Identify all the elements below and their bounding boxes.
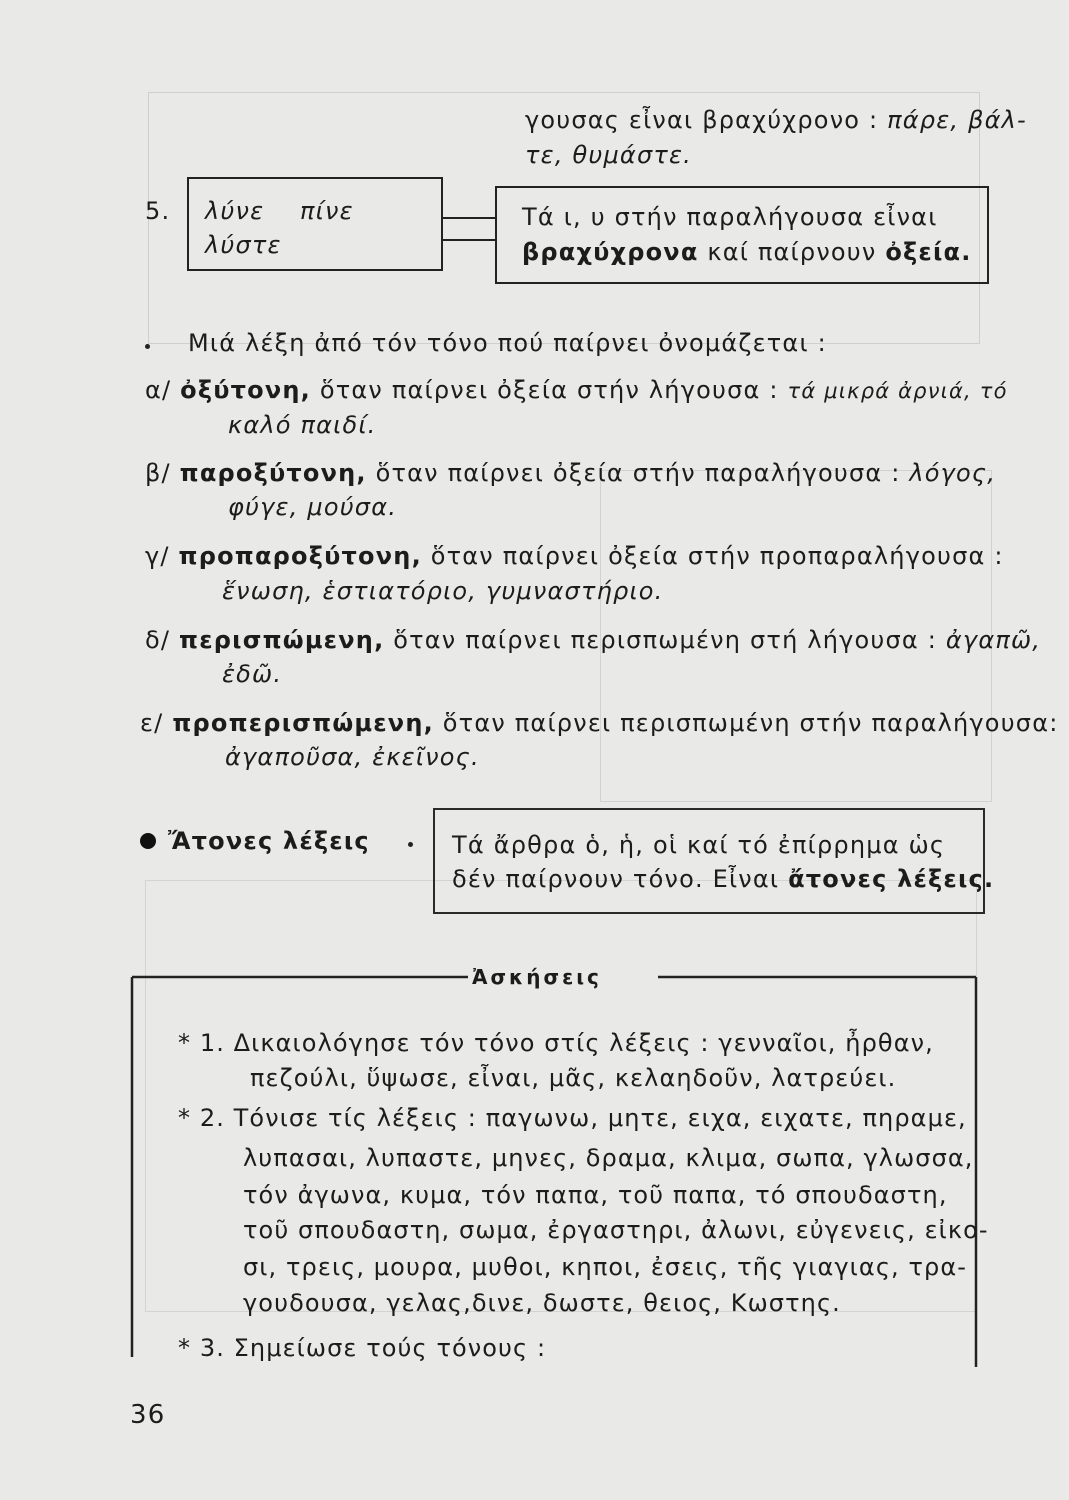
- definition-marker: ε/: [140, 709, 164, 737]
- definition-text: ὅταν παίρνει ὀξεία στήν λήγουσα :: [319, 376, 779, 404]
- rule5-mid-text: καί παίρνουν: [707, 238, 877, 266]
- atones-line-2: [452, 864, 994, 895]
- continuation-line-2: τε, θυμάστε.: [525, 141, 693, 169]
- definition-c: [145, 541, 1004, 572]
- exercises-title: Ἀσκήσεις: [472, 965, 602, 989]
- definition-marker: δ/: [145, 626, 171, 654]
- exercise-line: τοῦ σπουδαστη, σωμα, ἐργαστηρι, ἀλωνι, εὐγενεις, εἰκο-: [243, 1216, 989, 1244]
- exercise-line: * 3. Σημείωσε τούς τόνους :: [178, 1334, 547, 1362]
- continuation-examples: πάρε, βάλ-: [887, 106, 1027, 134]
- definition-term: παροξύτονη,: [179, 459, 367, 487]
- definition-d: [145, 625, 1041, 656]
- atones-heading: Ἄτονες λέξεις: [168, 827, 370, 855]
- continuation-text: γουσας εἶναι βραχύχρονο :: [525, 106, 879, 134]
- definition-d-examples-cont: ἐδῶ.: [222, 660, 283, 688]
- exercise-line: τόν ἀγωνα, κυμα, τόν παπα, τοῦ παπα, τό σπουδαστη,: [243, 1181, 948, 1209]
- rule5-bold-term: βραχύχρονα: [522, 238, 699, 266]
- atones-bullet-icon: [140, 833, 156, 849]
- definition-a-examples-cont: καλό παιδί.: [228, 411, 377, 439]
- definition-c-examples: ἕνωση, ἑστιατόριο, γυμναστήριο.: [222, 577, 664, 605]
- rule-number: 5.: [145, 197, 171, 225]
- rule5-end-term: ὀξεία.: [885, 238, 972, 266]
- atones-line-1: Τά ἄρθρα ὁ, ἡ, οἱ καί τό ἐπίρρημα ὡς: [452, 831, 946, 859]
- definition-marker: α/: [145, 376, 172, 404]
- definition-term: περισπώμενη,: [179, 626, 385, 654]
- definition-term: ὀξύτονη,: [180, 376, 311, 404]
- rule5-line-2: [522, 237, 972, 268]
- definition-text: ὅταν παίρνει περισπωμένη στή λήγουσα :: [393, 626, 938, 654]
- definition-examples: λόγος,: [909, 459, 997, 487]
- definition-term: προπαροξύτονη,: [178, 542, 422, 570]
- atones-rule-box: [433, 808, 985, 914]
- exercise-line: πεζούλι, ὕψωσε, εἶναι, μᾶς, κελαηδοῦν, λατρεύει.: [250, 1064, 897, 1092]
- definition-a: [145, 375, 1008, 407]
- atones-dot: [408, 842, 413, 847]
- atones-line-2-text: δέν παίρνουν τόνο. Εἶναι: [452, 865, 780, 893]
- definition-marker: γ/: [145, 542, 170, 570]
- exercise-line: * 2. Τόνισε τίς λέξεις : παγωνω, μητε, ειχα, ειχατε, πηραμε,: [178, 1104, 967, 1132]
- definition-e-examples: ἀγαποῦσα, ἐκεῖνος.: [225, 743, 480, 771]
- intro-bullet: [145, 344, 150, 349]
- intro-text: Μιά λέξη ἀπό τόν τόνο πού παίρνει ὀνομάζεται :: [188, 329, 827, 357]
- exercise-line: γουδουσα, γελας,δινε, δωστε, θειος, Κωστης.: [243, 1289, 841, 1317]
- definition-text: ὅταν παίρνει ὀξεία στήν παραλήγουσα :: [375, 459, 901, 487]
- continuation-line-1: [525, 105, 1027, 136]
- definition-examples: τά μικρά ἀρνιά, τό: [787, 379, 1008, 403]
- definition-b: [145, 458, 996, 489]
- definition-term: προπερισπώμενη,: [172, 709, 434, 737]
- exercise-line: λυπασαι, λυπαστε, μηνες, δραμα, κλιμα, σωπα, γλωσσα,: [243, 1144, 974, 1172]
- rule5-word-1: λύνε: [205, 197, 265, 225]
- definition-b-examples-cont: φύγε, μούσα.: [228, 493, 398, 521]
- definition-e: [140, 708, 1059, 739]
- exercise-line: σι, τρεις, μουρα, μυθοι, κηποι, ἐσεις, τῆς γιαγιας, τρα-: [243, 1253, 968, 1281]
- definition-marker: β/: [145, 459, 171, 487]
- atones-bold-term: ἄτονες λέξεις.: [788, 865, 995, 893]
- exercise-line: * 1. Δικαιολόγησε τόν τόνο στίς λέξεις : γενναῖοι, ἦρθαν,: [178, 1029, 934, 1057]
- rule5-word-2: πίνε: [300, 197, 354, 225]
- rule5-word-3: λύστε: [205, 231, 282, 259]
- definition-text: ὅταν παίρνει περισπωμένη στήν παραλήγουσα:: [442, 709, 1059, 737]
- rule5-line-1: Τά ι, υ στήν παραλήγουσα εἶναι: [522, 203, 938, 231]
- page-number: 36: [130, 1400, 166, 1430]
- bleed-through-text: [180, 55, 188, 80]
- definition-examples: ἀγαπῶ,: [945, 626, 1042, 654]
- definition-text: ὅταν παίρνει ὀξεία στήν προπαραλήγουσα :: [430, 542, 1004, 570]
